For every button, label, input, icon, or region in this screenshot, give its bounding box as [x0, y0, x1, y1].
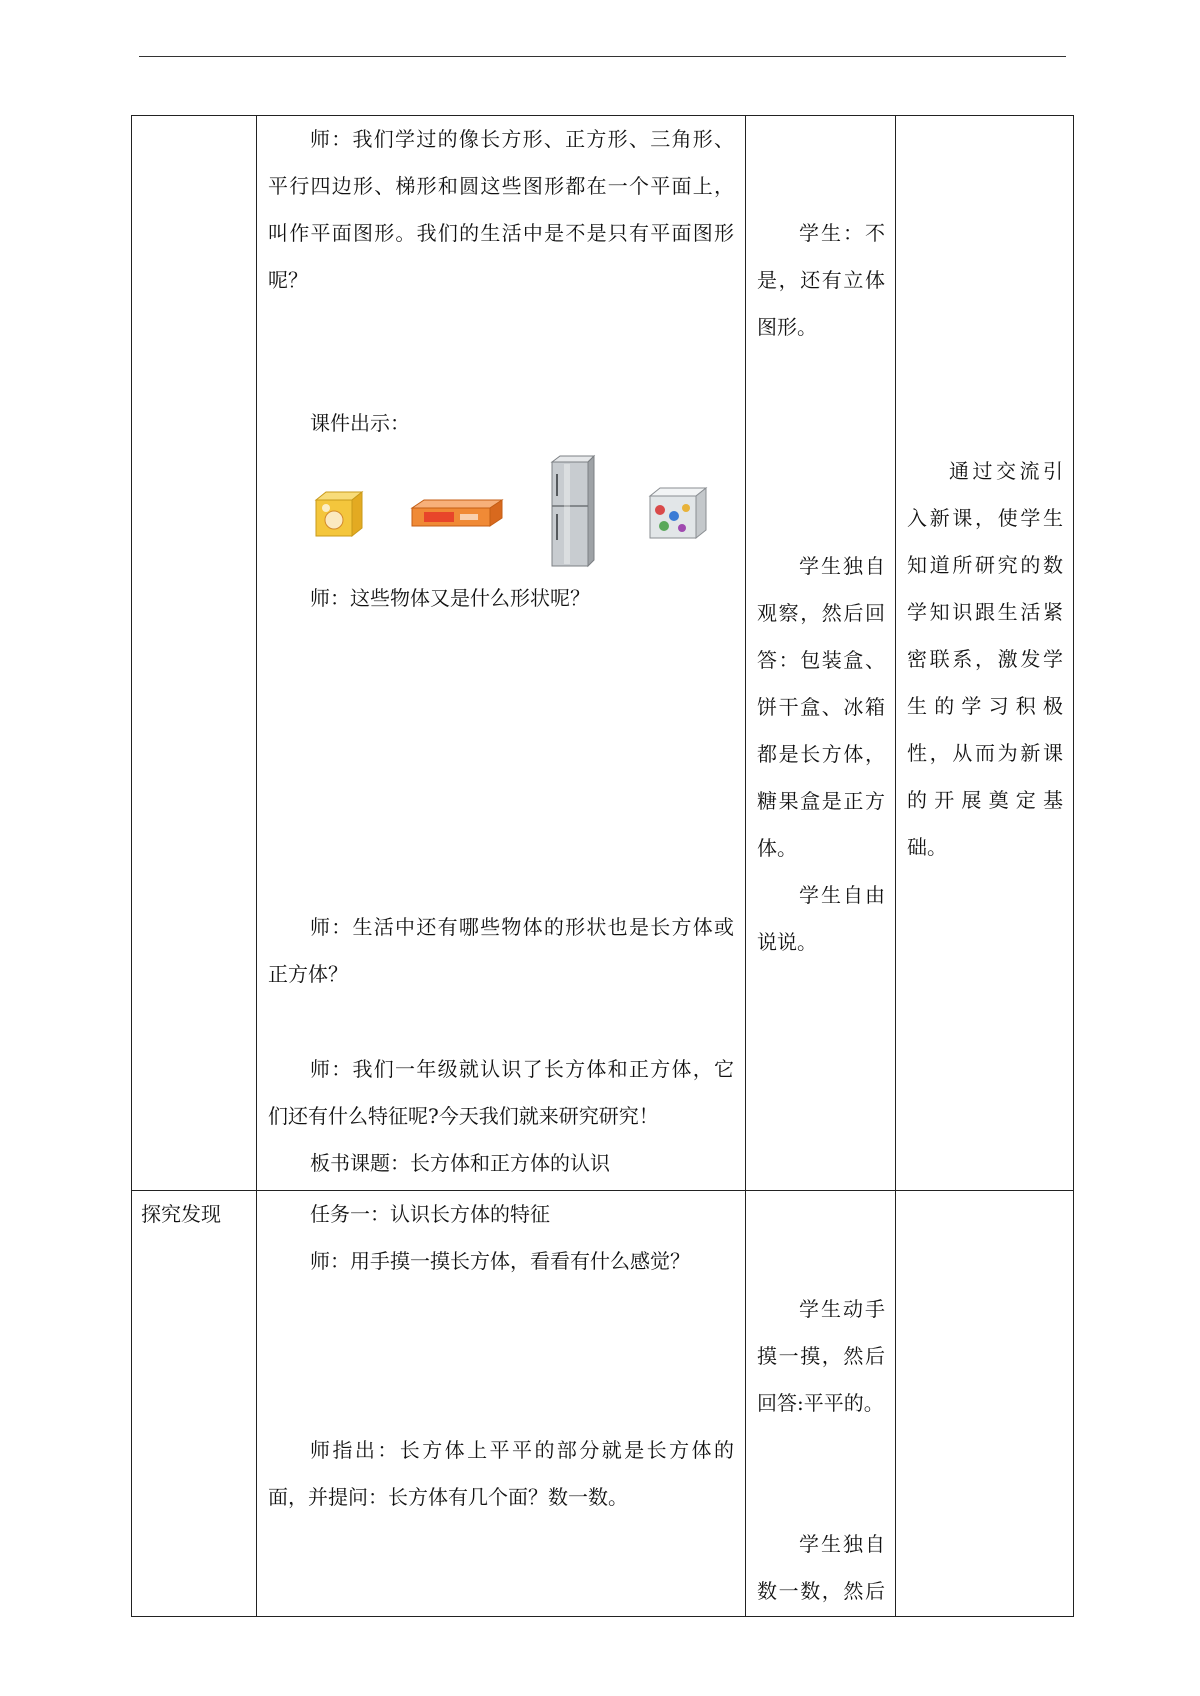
column-divider-stage: [256, 115, 257, 1616]
column-divider-student: [895, 115, 896, 1616]
paragraph-line: 生的学习积极: [907, 694, 1063, 718]
paragraph-line: 学生独自: [799, 1532, 885, 1556]
paragraph-line: 学生独自: [799, 554, 885, 578]
paragraph-line: 呢？: [268, 268, 308, 292]
paragraph-line: 体。: [757, 836, 797, 860]
paragraph-line: 是，还有立体: [757, 268, 885, 292]
student-answer-2: [757, 543, 885, 872]
paragraph-line: 摸一摸，然后: [757, 1344, 885, 1368]
paragraph-line: 面，并提问：长方体有几个面？数一数。: [268, 1485, 628, 1509]
column-divider-teacher: [745, 115, 746, 1616]
paragraph-line: 糖果盒是正方: [757, 789, 885, 813]
design-intent-paragraph: [907, 448, 1063, 871]
column-border-right: [1073, 115, 1074, 1616]
refrigerator-image: [548, 454, 598, 570]
packaging-box-image: [312, 488, 366, 538]
board-title: 板书课题：长方体和正方体的认识: [310, 1151, 610, 1175]
paragraph-line: 师：我们学过的像长方形、正方形、三角形、: [310, 127, 734, 151]
paragraph-line: 性，从而为新课: [907, 741, 1063, 765]
biscuit-box-image: [408, 494, 504, 530]
paragraph-line: 都是长方体，: [757, 742, 885, 766]
shape-question: 师：这些物体又是什么形状呢？: [310, 586, 590, 610]
paragraph-line: 说说。: [757, 930, 817, 954]
paragraph-line: 的开展奠定基: [907, 788, 1063, 812]
task-title: 任务一：认识长方体的特征: [310, 1202, 550, 1226]
paragraph-line: 饼干盒、冰箱: [757, 695, 885, 719]
paragraph-line: 叫作平面图形。我们的生活中是不是只有平面图形: [268, 221, 734, 245]
paragraph-line: 们还有什么特征呢?今天我们就来研究研究！: [268, 1104, 659, 1128]
paragraph-line: 密联系，激发学: [907, 647, 1063, 671]
paragraph-line: 师：生活中还有哪些物体的形状也是长方体或: [310, 915, 734, 939]
paragraph-line: 学知识跟生活紧: [907, 600, 1063, 624]
candy-box-image: [646, 482, 710, 542]
paragraph-line: 学生：不: [799, 221, 885, 245]
paragraph-line: 入新课，使学生: [907, 506, 1063, 530]
column-border-left: [131, 115, 132, 1616]
paragraph-line: 知道所研究的数: [907, 553, 1063, 577]
life-question-paragraph: [268, 904, 734, 998]
student-answer-1: [757, 210, 885, 351]
paragraph-line: 正方体？: [268, 962, 348, 986]
courseware-label: 课件出示：: [310, 411, 410, 435]
paragraph-line: 师：我们一年级就认识了长方体和正方体，它: [310, 1057, 734, 1081]
student-answer-touch: [757, 1286, 885, 1427]
touch-question: 师：用手摸一摸长方体，看看有什么感觉？: [310, 1249, 690, 1273]
paragraph-line: 答：包装盒、: [757, 648, 885, 672]
row-divider: [131, 1190, 1074, 1191]
student-answer-3: [757, 872, 885, 966]
header-rule: [139, 56, 1066, 57]
paragraph-line: 通过交流引: [949, 459, 1063, 483]
paragraph-line: 观察，然后回: [757, 601, 885, 625]
paragraph-line: 学生自由: [799, 883, 885, 907]
paragraph-line: 图形。: [757, 315, 817, 339]
student-answer-count: [757, 1521, 885, 1615]
paragraph-line: 础。: [907, 835, 947, 859]
teacher-question-paragraph: [268, 116, 734, 304]
paragraph-line: 回答:平平的。: [757, 1391, 884, 1415]
paragraph-line: 平行四边形、梯形和圆这些图形都在一个平面上，: [268, 174, 734, 198]
paragraph-line: 师指出：长方体上平平的部分就是长方体的: [310, 1438, 734, 1462]
teacher-point-paragraph: [268, 1427, 734, 1521]
intro-paragraph: [268, 1046, 734, 1140]
paragraph-line: 学生动手: [799, 1297, 885, 1321]
table-bottom-border: [131, 1616, 1074, 1617]
paragraph-line: 数一数，然后: [757, 1579, 885, 1603]
stage-label: 探究发现: [141, 1202, 221, 1226]
